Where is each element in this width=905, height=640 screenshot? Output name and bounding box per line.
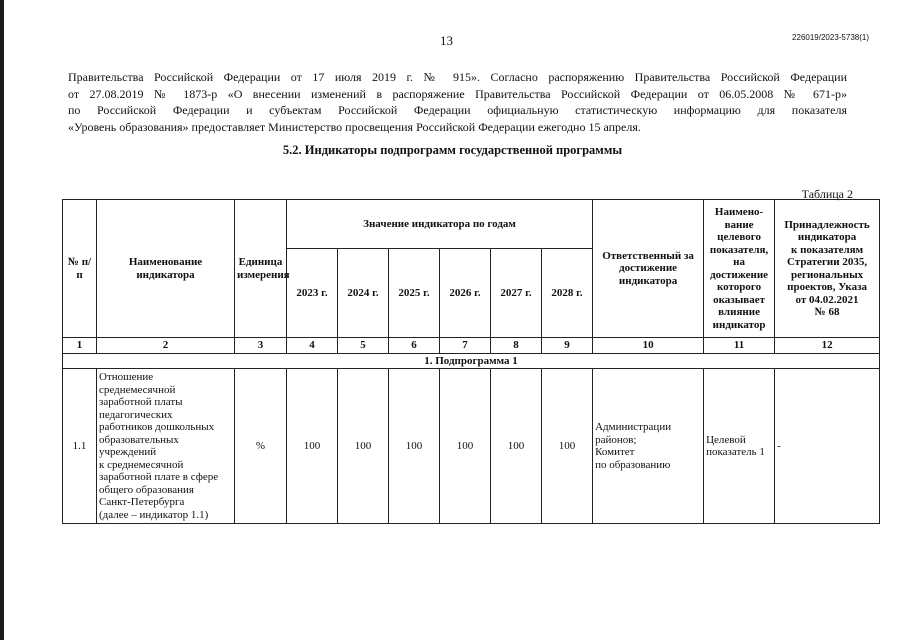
row-name-line: заработной плате в сфере: [99, 471, 219, 483]
header-target-line: целевого: [717, 231, 761, 243]
row-name-line: педагогических: [99, 408, 173, 421]
header-target-line: вание: [724, 218, 754, 231]
header-unit: Единица измерения: [235, 200, 287, 338]
row-name-line: (далее – индикатор 1.1): [99, 508, 209, 521]
header-responsible: Ответственный за достижение индикатора: [593, 200, 704, 338]
column-number: 2: [97, 338, 235, 354]
subprogram-row: [63, 353, 880, 369]
column-number: 5: [338, 338, 389, 354]
intro-line: по Российской Федерации и субъектам Российской Федерации официальную статистическую информацию для показателя: [68, 103, 847, 117]
header-target-line: индикатор: [712, 318, 766, 331]
header-year: 2023 г.: [287, 249, 338, 338]
header-name: Наименование индикатора: [97, 200, 235, 338]
row-name-line: Санкт-Петербурга: [99, 496, 185, 508]
row-value: 100: [287, 369, 338, 524]
row-name-line: среднемесячной: [99, 383, 176, 396]
header-target: [704, 200, 775, 338]
header-membership-line: к показателям: [790, 243, 864, 256]
row-membership: -: [775, 369, 880, 524]
header-target-line: Наимено-: [714, 206, 764, 218]
row-value: 100: [389, 369, 440, 524]
header-year: 2027 г.: [491, 249, 542, 338]
header-membership-line: № 68: [814, 306, 840, 318]
row-target: [704, 369, 775, 524]
header-year: 2028 г.: [542, 249, 593, 338]
table-row: [63, 369, 880, 524]
header-membership-line: от 04.02.2021: [795, 293, 859, 306]
header-target-line: влияние: [718, 306, 760, 318]
column-number: 11: [704, 338, 775, 354]
row-value: 100: [338, 369, 389, 524]
scan-edge: [0, 0, 4, 640]
subprogram-title: 1. Подпрограмма 1: [63, 353, 880, 369]
column-number: 4: [287, 338, 338, 354]
header-years-group: Значение индикатора по годам: [287, 200, 593, 249]
header-target-line: показателя,: [709, 243, 769, 256]
row-target-line: Целевой: [706, 433, 746, 446]
column-number-row: [63, 338, 880, 354]
header-membership-line: проектов, Указа: [787, 281, 867, 293]
row-indicator-name: [97, 369, 235, 524]
header-num: № п/п: [63, 200, 97, 338]
header-year: 2024 г.: [338, 249, 389, 338]
header-target-line: на: [733, 256, 745, 268]
row-name-line: общего образования: [99, 483, 194, 496]
page-number: 13: [440, 33, 453, 48]
intro-paragraph: [68, 69, 847, 135]
column-number: 8: [491, 338, 542, 354]
intro-line: от 27.08.2019 № 1873-р «О внесении изменений в распоряжение Правительства Российской Федерации от 06.05.2008 № 671-р»: [68, 86, 847, 101]
column-number: 9: [542, 338, 593, 354]
row-target-line: показатель 1: [706, 446, 765, 458]
row-name-line: учреждений: [99, 446, 157, 458]
intro-line: «Уровень образования» предоставляет Министерство просвещения Российской Федерации ежегодно 15 апреля.: [68, 119, 641, 134]
row-unit: %: [235, 369, 287, 524]
intro-line: Правительства Российской Федерации от 17 июля 2019 г. № 915». Согласно распоряжению Правительства Российской Федерации: [68, 70, 847, 84]
row-value: 100: [542, 369, 593, 524]
indicators-table: [62, 199, 880, 524]
row-name-line: образовательных: [99, 433, 179, 446]
column-number: 7: [440, 338, 491, 354]
header-membership-line: региональных: [790, 268, 864, 281]
header-membership-line: Стратегии 2035,: [786, 256, 868, 268]
column-number: 6: [389, 338, 440, 354]
row-name-line: Отношение: [99, 371, 154, 383]
table-caption: Таблица 2: [801, 187, 853, 201]
row-value: 100: [491, 369, 542, 524]
row-responsible-line: по образованию: [595, 458, 671, 471]
document-code: 226019/2023-5738(1): [792, 33, 869, 42]
column-number: 1: [63, 338, 97, 354]
header-membership-line: Принадлежность: [784, 218, 870, 231]
header-membership: [775, 200, 880, 338]
section-title: 5.2. Индикаторы подпрограмм государственной программы: [282, 143, 623, 157]
header-year: 2025 г.: [389, 249, 440, 338]
row-responsible-line: районов;: [595, 433, 637, 446]
header-year: 2026 г.: [440, 249, 491, 338]
row-name-line: работников дошкольных: [99, 421, 215, 433]
row-responsible-line: Администрации: [595, 421, 672, 433]
row-responsible-line: Комитет: [595, 446, 635, 458]
header-target-line: которого: [716, 281, 762, 293]
row-name-line: к среднемесячной: [99, 458, 184, 471]
header-membership-line: индикатора: [797, 231, 857, 243]
column-number: 10: [593, 338, 704, 354]
row-name-line: заработной платы: [99, 396, 183, 408]
row-responsible: [593, 369, 704, 524]
header-target-line: оказывает: [713, 293, 766, 306]
column-number: 12: [775, 338, 880, 354]
row-num: 1.1: [63, 369, 97, 524]
header-target-line: достижение: [710, 268, 769, 281]
column-number: 3: [235, 338, 287, 354]
row-value: 100: [440, 369, 491, 524]
